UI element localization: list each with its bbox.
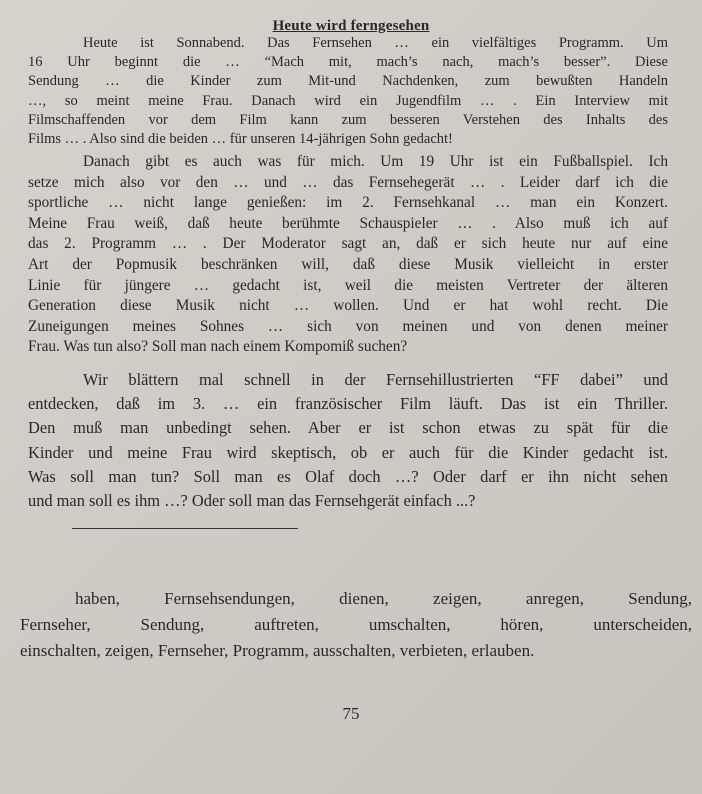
text-line: Filmschaffenden vor dem Film kann zum besseren Verstehen des Inhalts des <box>28 111 668 128</box>
text-line: Was soll man tun? Soll man es Olaf doch …? Oder darf er ihn nicht sehen <box>28 466 668 486</box>
text-line: setze mich also vor den … und … das Fernsehegerät … . Leider darf ich die <box>28 173 668 191</box>
text-line: sportliche … nicht lange genießen: im 2. Fernsehkanal … man ein Konzert. <box>28 194 668 212</box>
text-line: Generation diese Musik nicht … wollen. Und er hat wohl recht. Die <box>28 297 668 315</box>
text-line: Sendung … die Kinder zum Mit-und Nachdenken, zum bewußten Handeln <box>28 73 668 90</box>
text-line: und man soll es ihm …? Oder soll man das Fernsehgerät einfach ...? <box>28 491 476 511</box>
paragraph-2 <box>28 152 668 358</box>
text-line: Frau. Was tun also? Soll man nach einem Kompomiß suchen? <box>28 338 408 356</box>
page-number: 75 <box>342 704 360 723</box>
text-line: Films … . Also sind die beiden … für unseren 14-jährigen Sohn gedacht! <box>28 131 453 148</box>
text-line: Wir blättern mal schnell in der Fernsehillustrierten “FF dabei” und <box>83 370 668 389</box>
word-bank-line: haben, Fernsehsendungen, dienen, zeigen, anregen, Sendung, <box>75 589 692 608</box>
text-line: Danach gibt es auch was für mich. Um 19 Uhr ist ein Fußballspiel. Ich <box>83 153 668 170</box>
word-bank-line: Fernseher, Sendung, auftreten, umschalten, hören, unterscheiden, <box>20 615 692 634</box>
word-bank-line: einschalten, zeigen, Fernseher, Programm, ausschalten, verbieten, erlauben. <box>20 641 535 660</box>
text-line: entdecken, daß im 3. … ein französischer Film läuft. Das ist ein Thriller. <box>28 394 668 414</box>
divider-line <box>72 528 298 529</box>
paragraph-1 <box>28 34 668 149</box>
page-title: Heute wird ferngesehen <box>272 18 430 34</box>
text-line: Zuneigungen meines Sohnes … sich von meinen und von denen meiner <box>28 317 668 335</box>
text-line: das 2. Programm … . Der Moderator sagt an, daß er sich heute nur auf eine <box>28 235 668 253</box>
text-line: Kinder und meine Frau wird skeptisch, ob er auch für die Kinder gedacht ist. <box>28 442 668 462</box>
text-line: …, so meint meine Frau. Danach wird ein Jugendfilm … . Ein Interview mit <box>28 92 668 109</box>
text-line: 16 Uhr beginnt die … “Mach mit, mach’s nach, mach’s besser”. Diese <box>28 54 668 71</box>
text-line: Linie für jüngere … gedacht ist, weil die meisten Vertreter der älteren <box>28 276 668 294</box>
paragraph-3 <box>28 368 668 513</box>
text-line: Heute ist Sonnabend. Das Fernsehen … ein vielfältiges Programm. Um <box>83 35 668 51</box>
text-line: Art der Popmusik beschränken will, daß diese Musik vielleicht in erster <box>28 255 668 273</box>
text-line: Den muß man unbedingt sehen. Aber er ist schon etwas zu spät für die <box>28 418 668 438</box>
text-line: Meine Frau weiß, daß heute berühmte Schauspieler … . Also muß ich auf <box>28 214 668 232</box>
word-bank <box>20 586 692 664</box>
